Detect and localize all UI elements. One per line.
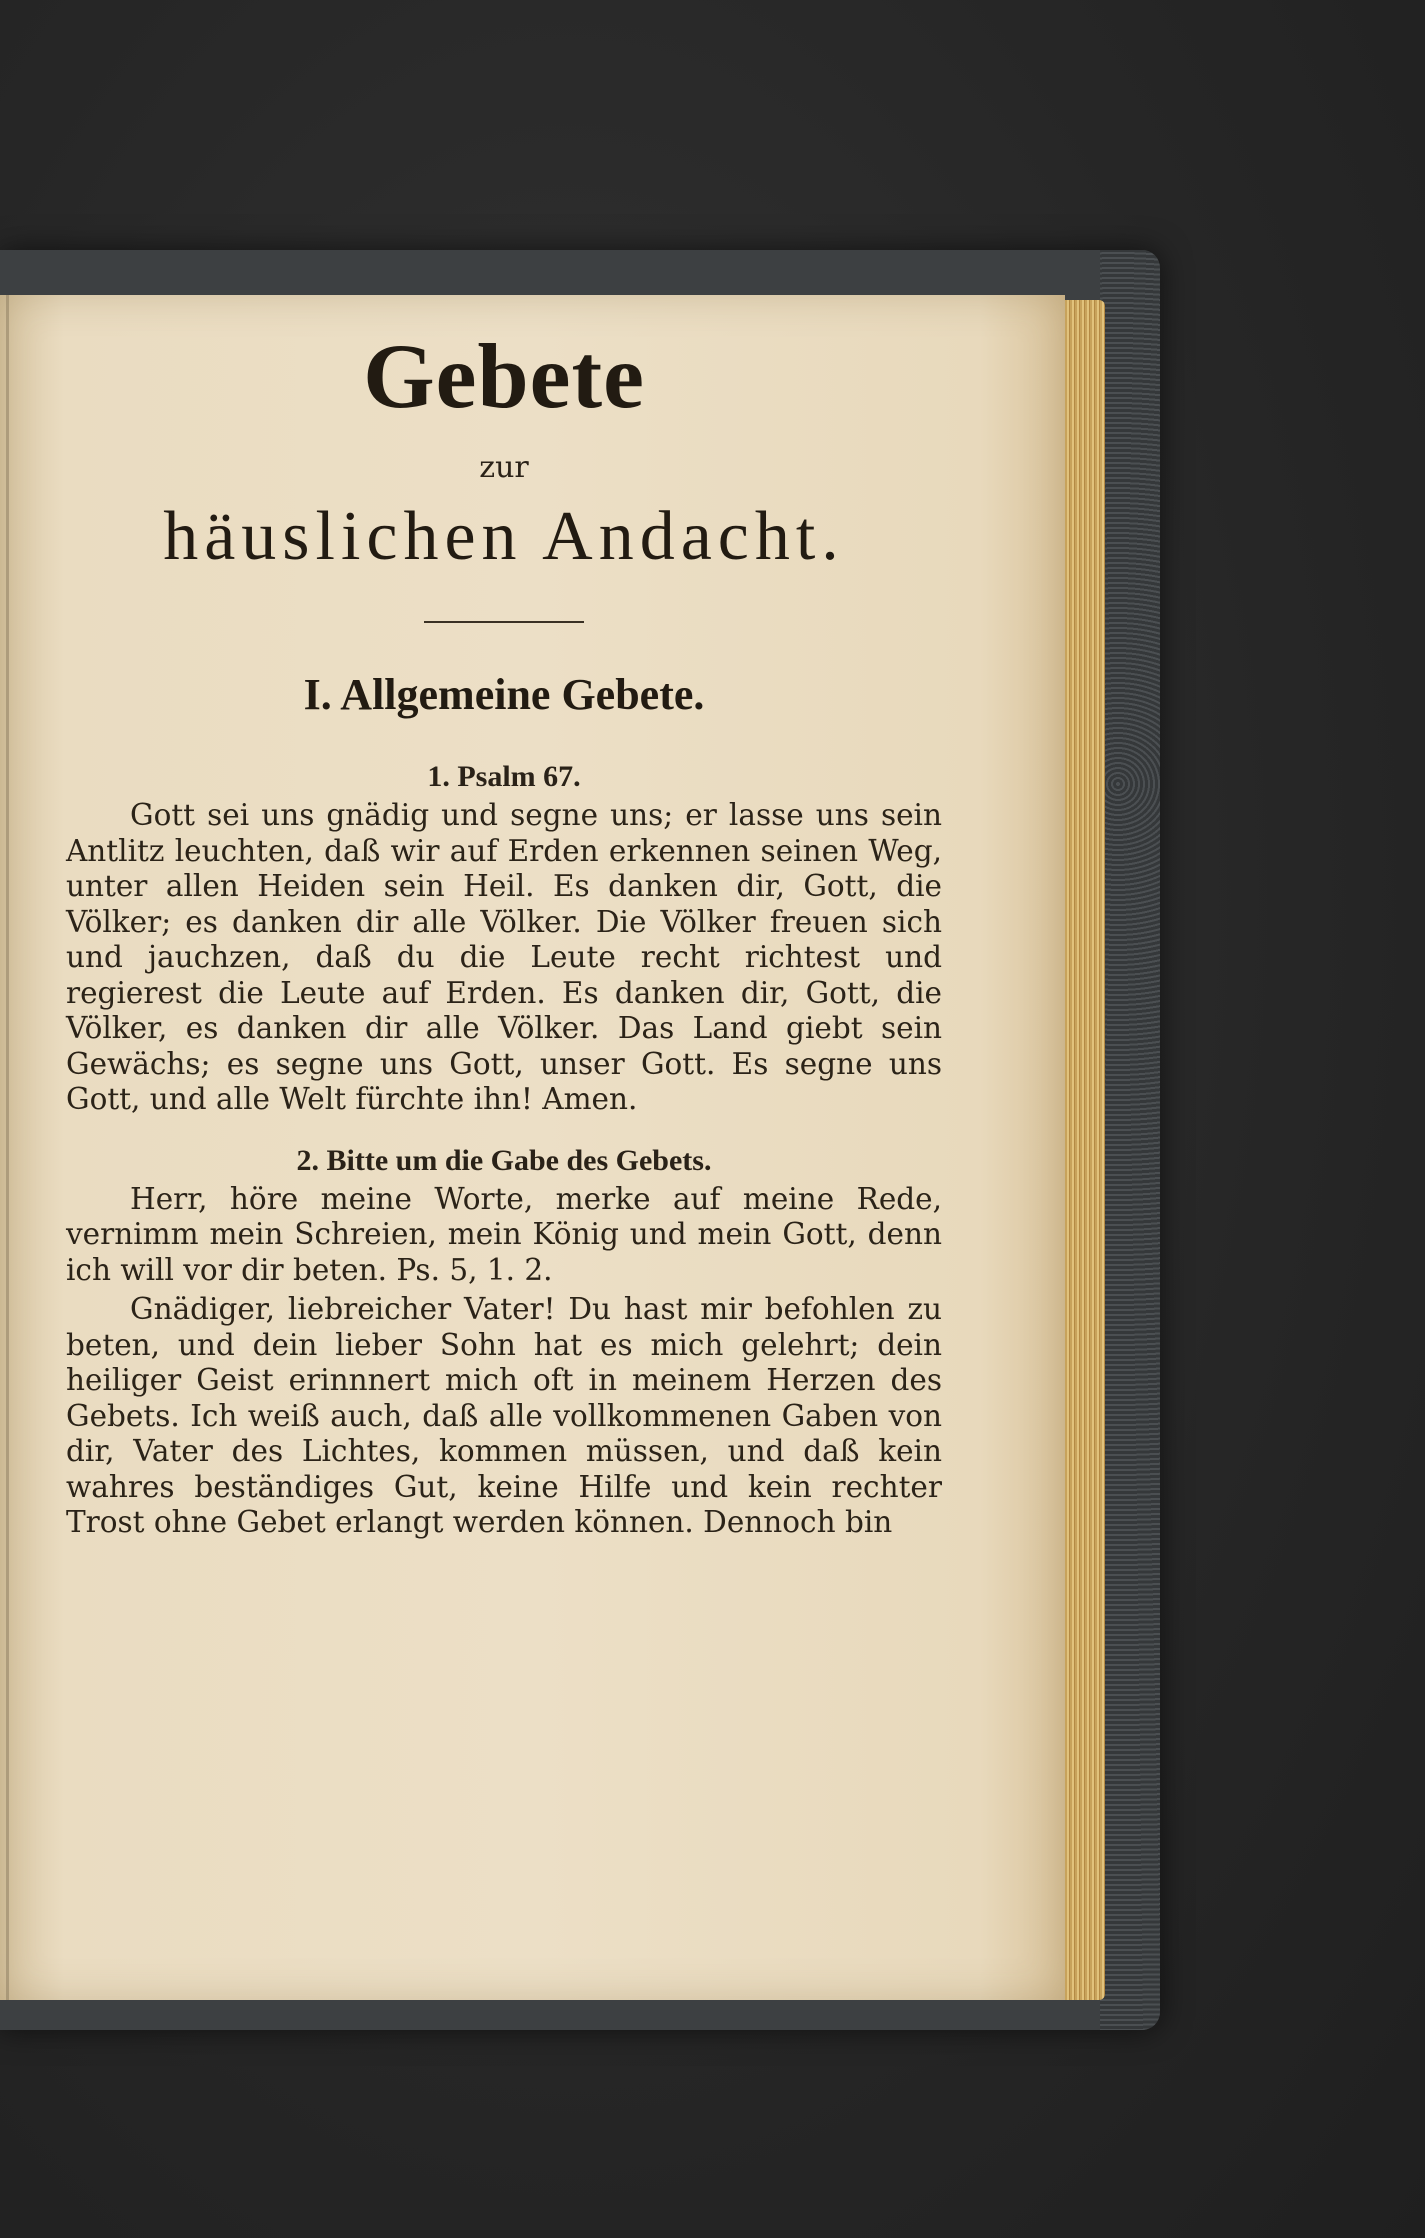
- title-connector: zur: [479, 450, 529, 485]
- psalm-heading: 1. Psalm 67.: [427, 760, 581, 793]
- page-subtitle: häuslichen Andacht.: [163, 498, 845, 575]
- psalm-text: Gott sei uns gnädig und segne uns; er lasse uns sein Antlitz leuchten, daß wir auf Erden erkennen seinen Weg, unter allen Heiden sein Heil. Es danken dir, Gott, die Völker; es danken dir alle Völker. Die Völker freuen sich und jauchzen, daß du die Leute recht richtest und regierest die Leute auf Erden. Es danken dir, Gott, die Völker, es danken dir alle Völker. Das Land giebt sein Gewächs; es segne uns Gott, unser Gott. Es segne uns Gott, und alle Welt fürchte ihn! Amen.: [66, 798, 942, 1116]
- page-text-block: [66, 325, 942, 1541]
- prayer-heading: 2. Bitte um die Gabe des Gebets.: [296, 1143, 712, 1177]
- section-heading: I. Allgemeine Gebete.: [303, 670, 705, 719]
- page-title: Gebete: [363, 325, 645, 427]
- prayer-paragraph-1: Herr, höre meine Worte, merke auf meine Rede, vernimm mein Schreien, mein König und mein Gott, denn ich will vor dir beten. Ps. 5, 1. 2.: [66, 1181, 942, 1287]
- prayer-paragraph-2: Gnädiger, liebreicher Vater! Du hast mir befohlen zu beten, und dein lieber Sohn hat es mich gelehrt; dein heiliger Geist erinnnert mich oft in meinem Herzen des Gebets. Ich weiß auch, daß alle vollkommenen Gaben von dir, Vater des Lichtes, kommen müssen, und daß kein wahres beständiges Gut, keine Hilfe und kein rechter Trost ohne Gebet erlangt werden können. Dennoch bin: [66, 1292, 942, 1539]
- divider-rule: [424, 621, 584, 623]
